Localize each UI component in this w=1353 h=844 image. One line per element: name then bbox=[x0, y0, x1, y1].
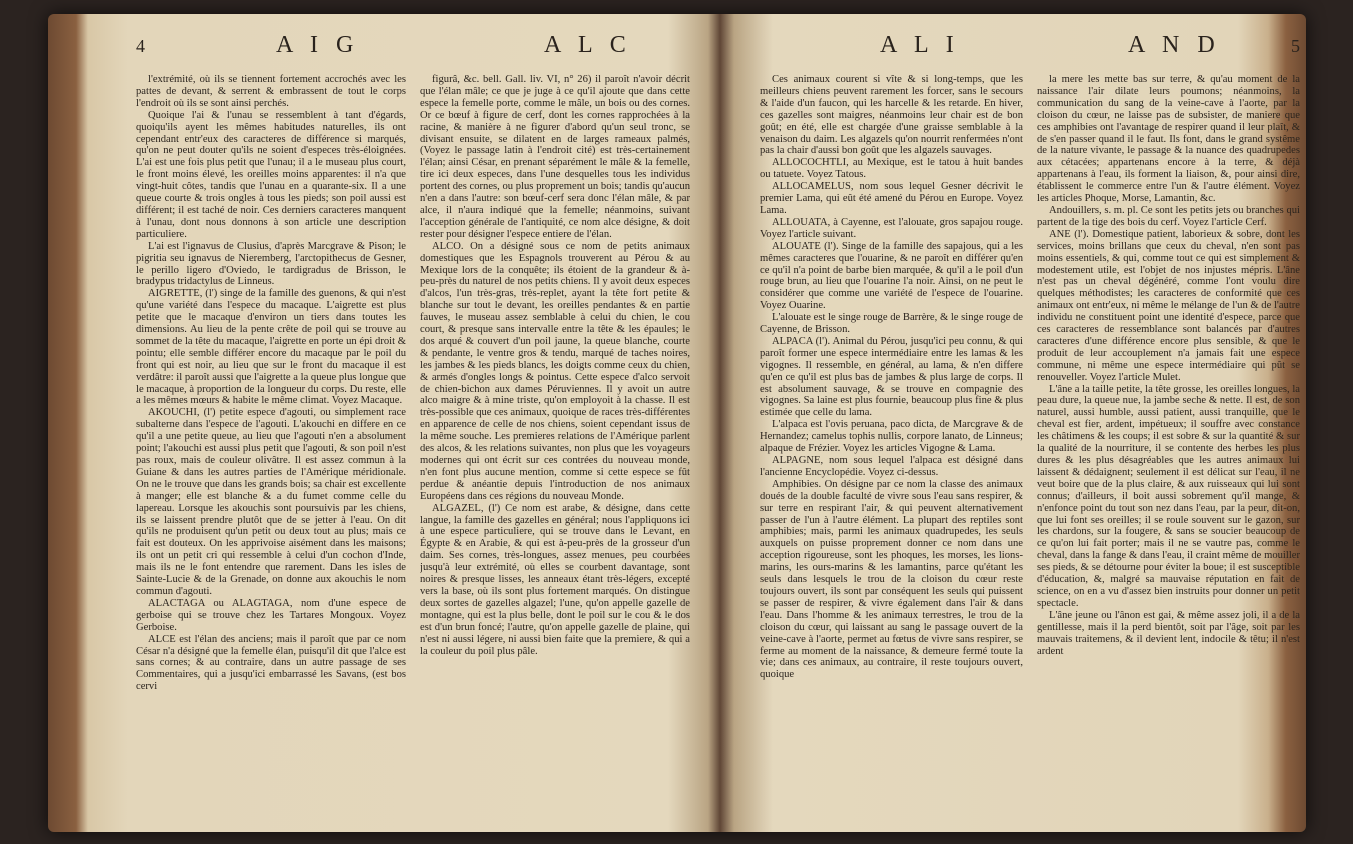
left-page bbox=[136, 32, 690, 693]
paragraph: L'ai est l'ignavus de Clusius, d'après Marcgrave & Pison; le pigritia seu ignavus de Nieremberg, l'arctopithecus de Gesner, le perillo ligero d'Oviedo, le tardigradus de Brisson, le bradypus tridactylus de Linneus. bbox=[136, 240, 406, 288]
entry-algazel: ALGAZEL, (l') Ce nom est arabe, & désigne, dans cette langue, la famille des gazelles en général; nous l'appliquons ici à une espece particuliere, qui se trouve dans le Levant, en Égypte & en Arabie, & qui est à-peu-près de la grosseur d'un daim. Ses cornes, très-longues, assez menues, peu courbées jusqu'à leur extrémité, où elles se courbent davantage, sont noires & presque lisses, les anneaux étant très-légers, excepté vers la base, où ils sont plus fortement marqués. On distingue deux sortes de gazelles algazel; l'une, qu'on appelle gazelle de montagne, qui est la plus belle, dont le poil sur le cou & le dos est d'un brun foncé; l'autre, qu'on appelle gazelle de plaine, qui n'est ni aussi légere, ni aussi bien faite que la premiere, & qui a la couleur du poil plus pâle. bbox=[420, 502, 690, 657]
entry-amphibies: Amphibies. On désigne par ce nom la classe des animaux doués de la double faculté de vivre sous l'eau sans respirer, & sur terre en respirant l'air, & qui peuvent alternativement passer de l'un à l'autre élément. La plupart des reptiles sont amphibies; mais, parmi les animaux quadrupedes, les seuls auxquels on puisse proprement donner ce nom dans une acception rigoureuse, sont les phoques, les morses, les lions-marins, les ours-marins & les lamantins, parce qu'étant les seuls dans lesquels le trou de la cloison du cœur reste toujours ouvert, ils sont par conséquent les seuls qui puissent se passer de respirer, & vivre également dans l'air & dans l'eau. Dans l'homme & les animaux terrestres, le trou de la cloison du cœur, qui laissant au sang le passage ouvert de la veine-cave à l'aorte, permet au fœtus de vivre sans respirer, se ferme au moment de la naissance, & demeure fermé toute la vie; dans ces animaux, au contraire, il reste toujours ouvert, quoique bbox=[760, 478, 1023, 681]
entry-alce: ALCE est l'élan des anciens; mais il paroît que par ce nom César n'a désigné que la femelle élan, puisqu'il dit que l'alce est sans cornes; & au contraire, dans un autre passage de ses Commentaires, qui a jusqu'ici embarrassé les Savans, (est bos cervi bbox=[136, 633, 406, 693]
paragraph: L'âne a la taille petite, la tête grosse, les oreilles longues, la peau dure, la queue nue, la jambe seche & nette. Il est, de son naturel, aussi humble, aussi patient, aussi tranquille, que le cheval est fier, ardent, impétueux; il souffre avec constance les châtimens & les coups; il est sobre & sur la quantité & sur la qualité de la nourriture, il se contente des herbes les plus dures & les plus désagréables que les autres animaux lui laissent & dédaignent; seulement il est délicat sur l'eau, il ne veut boire que de la plus claire, & aux ruisseaux qui lui sont connus; d'ailleurs, il boit aussi sobrement qu'il mange, & n'enfonce point du tout son nez dans l'eau, par la peur, dit-on, que lui font ses oreilles; il se roule souvent sur le gazon, sur les chardons, sur la fougere, & sans se soucier beaucoup de ce qu'on lui fait porter; mais il ne se vautre pas, comme le cheval, dans la fange & dans l'eau, il craint même de mouiller ses pieds, & se détourne pour éviter la boue; il est susceptible d'éducation, &, malgré sa mauvaise réputation en fait de science, on en a vu d'assez bien instruits pour donner un petit spectacle. bbox=[1037, 383, 1300, 609]
right-page-column-2 bbox=[1037, 74, 1300, 844]
paragraph: l'extrémité, où ils se tiennent fortement accrochés avec les pattes de devant, & serrent & embrassent de tout le corps l'endroit où ils se sont ainsi perchés. bbox=[136, 74, 406, 109]
running-head-left: A I G bbox=[276, 32, 360, 58]
entry-aigrette: AIGRETTE, (l') singe de la famille des guenons, & qui n'est qu'une variété dans l'espece du macaque. L'aigrette est plus petite que le macaque d'environ un tiers dans toutes les dimensions. Au lieu de la pente crête de poil qui se trouve au sommet de la tête du macaque, l'aigrette en porte un épi droit & pointu; elle semble différer encore du macaque par le poil du front qui est noir, au lieu que sur le front du macaque il est verdâtre: il paroît aussi que l'aigrette a la queue plus longue que le macaque, à proportion de la longueur du corps. Du reste, elle a les mêmes mœurs & habite le même climat. Voyez Macaque. bbox=[136, 288, 406, 407]
entry-alouate: ALOUATE (l'). Singe de la famille des sapajous, qui a les mêmes caracteres que l'ouarine, & ne paroît en différer qu'en ce qu'il n'a point de barbe bien marquée, & qu'il a le poil d'un rouge brun, au lieu que l'ouarine l'a noir. Ainsi, on ne peut le considérer que comme une variété de l'espece de l'ouarine. Voyez Ouarine. bbox=[760, 240, 1023, 312]
paragraph: Ces animaux courent si vîte & si long-temps, que les meilleurs chiens peuvent rarement les forcer, sans le secours & l'aide d'un faucon, qui les harcelle & les retarde. En hiver, ces gazelles sont maigres, néanmoins leur chair est de bon goût; en été, elle est chargée d'une graisse semblable à la venaison du daim. Les algazels qu'on nourrit renfermées n'ont pas la chair d'aussi bon goût que les algazels sauvages. bbox=[760, 74, 1023, 157]
left-page-column-1 bbox=[136, 74, 406, 844]
paragraph: la mere les mette bas sur terre, & qu'au moment de la naissance l'air dilate leurs poumons; néanmoins, la communication du sang de la veine-cave à l'aorte, par la cloison du cœur, ne laisse pas de subsister, de maniere que ces amphibies ont l'avantage de respirer quand il leur plaît, & de s'en passer quand il le faut. Ils font, dans le grand systême de la nature vivante, le passage & la nuance des quadrupedes aux cétacées; appartenans encore à la terre, & déjà appartenans à l'eau, ils forment la liaison, &, pour ainsi dire, établissent le commerce entre l'un & l'autre élément. Voyez les articles Phoque, Morse, Lamantin, &c. bbox=[1037, 74, 1300, 205]
entry-alpaca: ALPACA (l'). Animal du Pérou, jusqu'ici peu connu, & qui paroît former une espece intermédiaire entre les lamas & les vigognes. Il ressemble, en général, au lama, & n'en differe qu'en ce qu'il est plus bas de jambes & plus large de corps. Il est absolument sauvage, & se trouve en compagnie des vigognes. Sa laine est plus fournie, beaucoup plus fine & plus estimée que celle du lama. bbox=[760, 335, 1023, 419]
running-head-left: A L I bbox=[880, 32, 960, 58]
entry-allouata: ALLOUATA, à Cayenne, est l'alouate, gros sapajou rouge. Voyez l'article suivant. bbox=[760, 216, 1023, 240]
entry-akouchi: AKOUCHI, (l') petite espece d'agouti, ou simplement race subalterne dans l'espece de l'agouti. L'akouchi en differe en ce qu'il a une petite queue, au lieu que l'agouti n'en a absolument point; l'akouchi est aussi plus petit que l'agouti, & son poil n'est pas roux, mais de couleur olivâtre. Il est assez commun à la Guiane & dans les autres parties de l'Amérique méridionale. On ne le trouve que dans les grands bois; sa chair est excellente à manger; elle est blanche & a du fumet comme celle du lapereau. Lorsque les akouchis sont poursuivis par les chiens, ils se laissent prendre plutôt que de se jetter à l'eau. On dit qu'ils ne produisent qu'un petit ou deux tout au plus; mais ce fait est douteux. On les apprivoise aisément dans les maisons; ils ont un petit cri qui ressemble à celui d'un cochon d'Inde, mais ils ne le font entendre que rarement. Dans les isles de Sainte-Lucie & de la Grenade, on donne aux akouchis le nom commun d'agouti. bbox=[136, 407, 406, 597]
page-number: 5 bbox=[1291, 36, 1300, 56]
left-page-column-2 bbox=[420, 74, 690, 844]
right-page bbox=[760, 32, 1300, 681]
entry-alactaga: ALACTAGA ou ALAGTAGA, nom d'une espece de gerboise qui se trouve chez les Tartares Mongoux. Voyez Gerboise. bbox=[136, 597, 406, 633]
right-page-header bbox=[760, 32, 1300, 62]
entry-allocochtli: ALLOCOCHTLI, au Mexique, est le tatou à huit bandes ou tatuete. Voyez Tatous. bbox=[760, 157, 1023, 181]
paragraph: L'âne jeune ou l'ânon est gai, & même assez joli, il a de la gentillesse, mais il la perd bientôt, soit par l'âge, soit par les mauvais traitemens, & il devient lent, indocile & têtu; il n'est ardent bbox=[1037, 609, 1300, 657]
left-page-header bbox=[136, 32, 690, 62]
entry-andouillers: Andouillers, s. m. pl. Ce sont les petits jets ou branches qui partent de la tige des bois du cerf. Voyez l'article Cerf. bbox=[1037, 204, 1300, 228]
entry-alco: ALCO. On a désigné sous ce nom de petits animaux domestiques que les Espagnols trouverent au Pérou & au Mexique lors de la conquête; ils étoient de la grandeur & à-peu-près du naturel de nos petits chiens. Il y avoit deux especes d'alcos, l'un très-gras, très-replet, ayant la tête fort petite & blanche sur tout le devant, les oreilles pendantes & en partie fauves, le museau assez semblable à celui du chien, le cou court, & presque sans intervalle entre la tête & les épaules; le dos arqué & couvert d'un poil jaune, la queue blanche, courte & pendante, le ventre gros & tendu, marqué de taches noires, les jambes & les pieds blancs, les doigts comme ceux du chien, & armés d'ongles longs & pointus. Cette espece d'alco servoit de chien-bichon aux dames Péruviennes. Il y avoit un autre alco maigre & à mine triste, qu'on employoit à la chasse. Il est très-possible que ces animaux, quoique de races très-différentes en apparence de celle de nos chiens, soient cependant issus de la même souche. Les premieres relations de l'Amérique parlent des alcos, & les relations suivantes, non plus que les voyageurs modernes qui ont écrit sur ces contrées du nouveau monde, n'en font plus aucune mention, comme si cette espece se fût perdue & anéantie depuis l'introduction de nos animaux Européens dans ces régions du nouveau Monde. bbox=[420, 240, 690, 502]
entry-allocamelus: ALLOCAMELUS, nom sous lequel Gesner décrivit le premier Lama, qui eût été amené du Pérou en Europe. Voyez Lama. bbox=[760, 181, 1023, 216]
book-spread bbox=[48, 14, 1306, 832]
entry-ane: ANE (l'). Domestique patient, laborieux & sobre, dont les services, moins brillans que ceux du cheval, n'en sont pas moins essentiels, & qui, comme tout ce qui est simplement & modestement utile, est l'objet de nos injustes mépris. L'âne n'est pas un cheval dégénéré, comme l'ont voulu dire quelques méthodistes; les caracteres de conformité que ces animaux ont entr'eux, ni même le mélange de l'un & de l'autre individu ne constituent point une identité d'espece, parce que ces caracteres de ressemblance sont balancés par d'autres caracteres d'une différence encore plus sensible, & que le produit de leur accouplement n'a jamais fait une espece commune, ni même une espece intermédiaire qui pût se renouveller. Voyez l'article Mulet. bbox=[1037, 228, 1300, 383]
running-head-right: A N D bbox=[1128, 32, 1221, 58]
right-page-column-1 bbox=[760, 74, 1023, 844]
paragraph: figurâ, &c. bell. Gall. liv. VI, n° 26) il paroît n'avoir décrit que l'élan mâle; ce que je juge à ce qu'il ajoute que dans cette espece la femelle porte, comme le mâle, un bois ou des cornes. Or ce bœuf à figure de cerf, dont les cornes rapprochées à la racine, & manière à ne figurer d'abord qu'un seul tronc, se divisant ensuite, se dilatent en de larges rameaux palmés, (Voyez le passage latin à l'endroit cité) est très-certainement l'élan; ainsi César, en prenant séparément le mâle & la femelle, tire ici deux especes, dans l'une desquelles tous les individus portent des cornes, ou plus proprement un bois; tandis qu'aucun n'en a dans l'autre: son bœuf-cerf sera donc l'élan mâle, & par alce, il n'aura indiqué que la femelle; néanmoins, suivant l'acception générale de l'antiquité, ce nom alce désigne, & doit rester pour désigner l'espece entiere de l'élan. bbox=[420, 74, 690, 240]
page-number: 4 bbox=[136, 36, 145, 56]
paragraph: L'alouate est le singe rouge de Barrère, & le singe rouge de Cayenne, de Brisson. bbox=[760, 312, 1023, 336]
running-head-right: A L C bbox=[544, 32, 632, 58]
paragraph: Quoique l'ai & l'unau se ressemblent à tant d'égards, quoiqu'ils ayent les mêmes habitudes naturelles, ils ont cependant entr'eux des caracteres de différence si marqués, qu'on ne peut douter qu'ils ne soient d'especes très-éloignées. L'ai est une fois plus petit que l'unau; il a le museau plus court, le front moins élevé, les oreilles moins apparentes: il n'a que vingt-huit côtes, tandis que l'unau en a quarante-six. Il a une queue courte & trois ongles à tous les pieds; son poil aussi est différent; il est taché de noir. Ces derniers caracteres manquent à l'unau, dont nous donnons à son article une description particuliere. bbox=[136, 109, 406, 240]
paragraph: L'alpaca est l'ovis peruana, paco dicta, de Marcgrave & de Hernandez; camelus tophis nullis, corpore lanato, de Linneus; alpaque de Frézier. Voyez les articles Vigogne & Lama. bbox=[760, 419, 1023, 455]
entry-alpagne: ALPAGNE, nom sous lequel l'alpaca est désigné dans l'ancienne Encyclopédie. Voyez ci-dessus. bbox=[760, 455, 1023, 478]
